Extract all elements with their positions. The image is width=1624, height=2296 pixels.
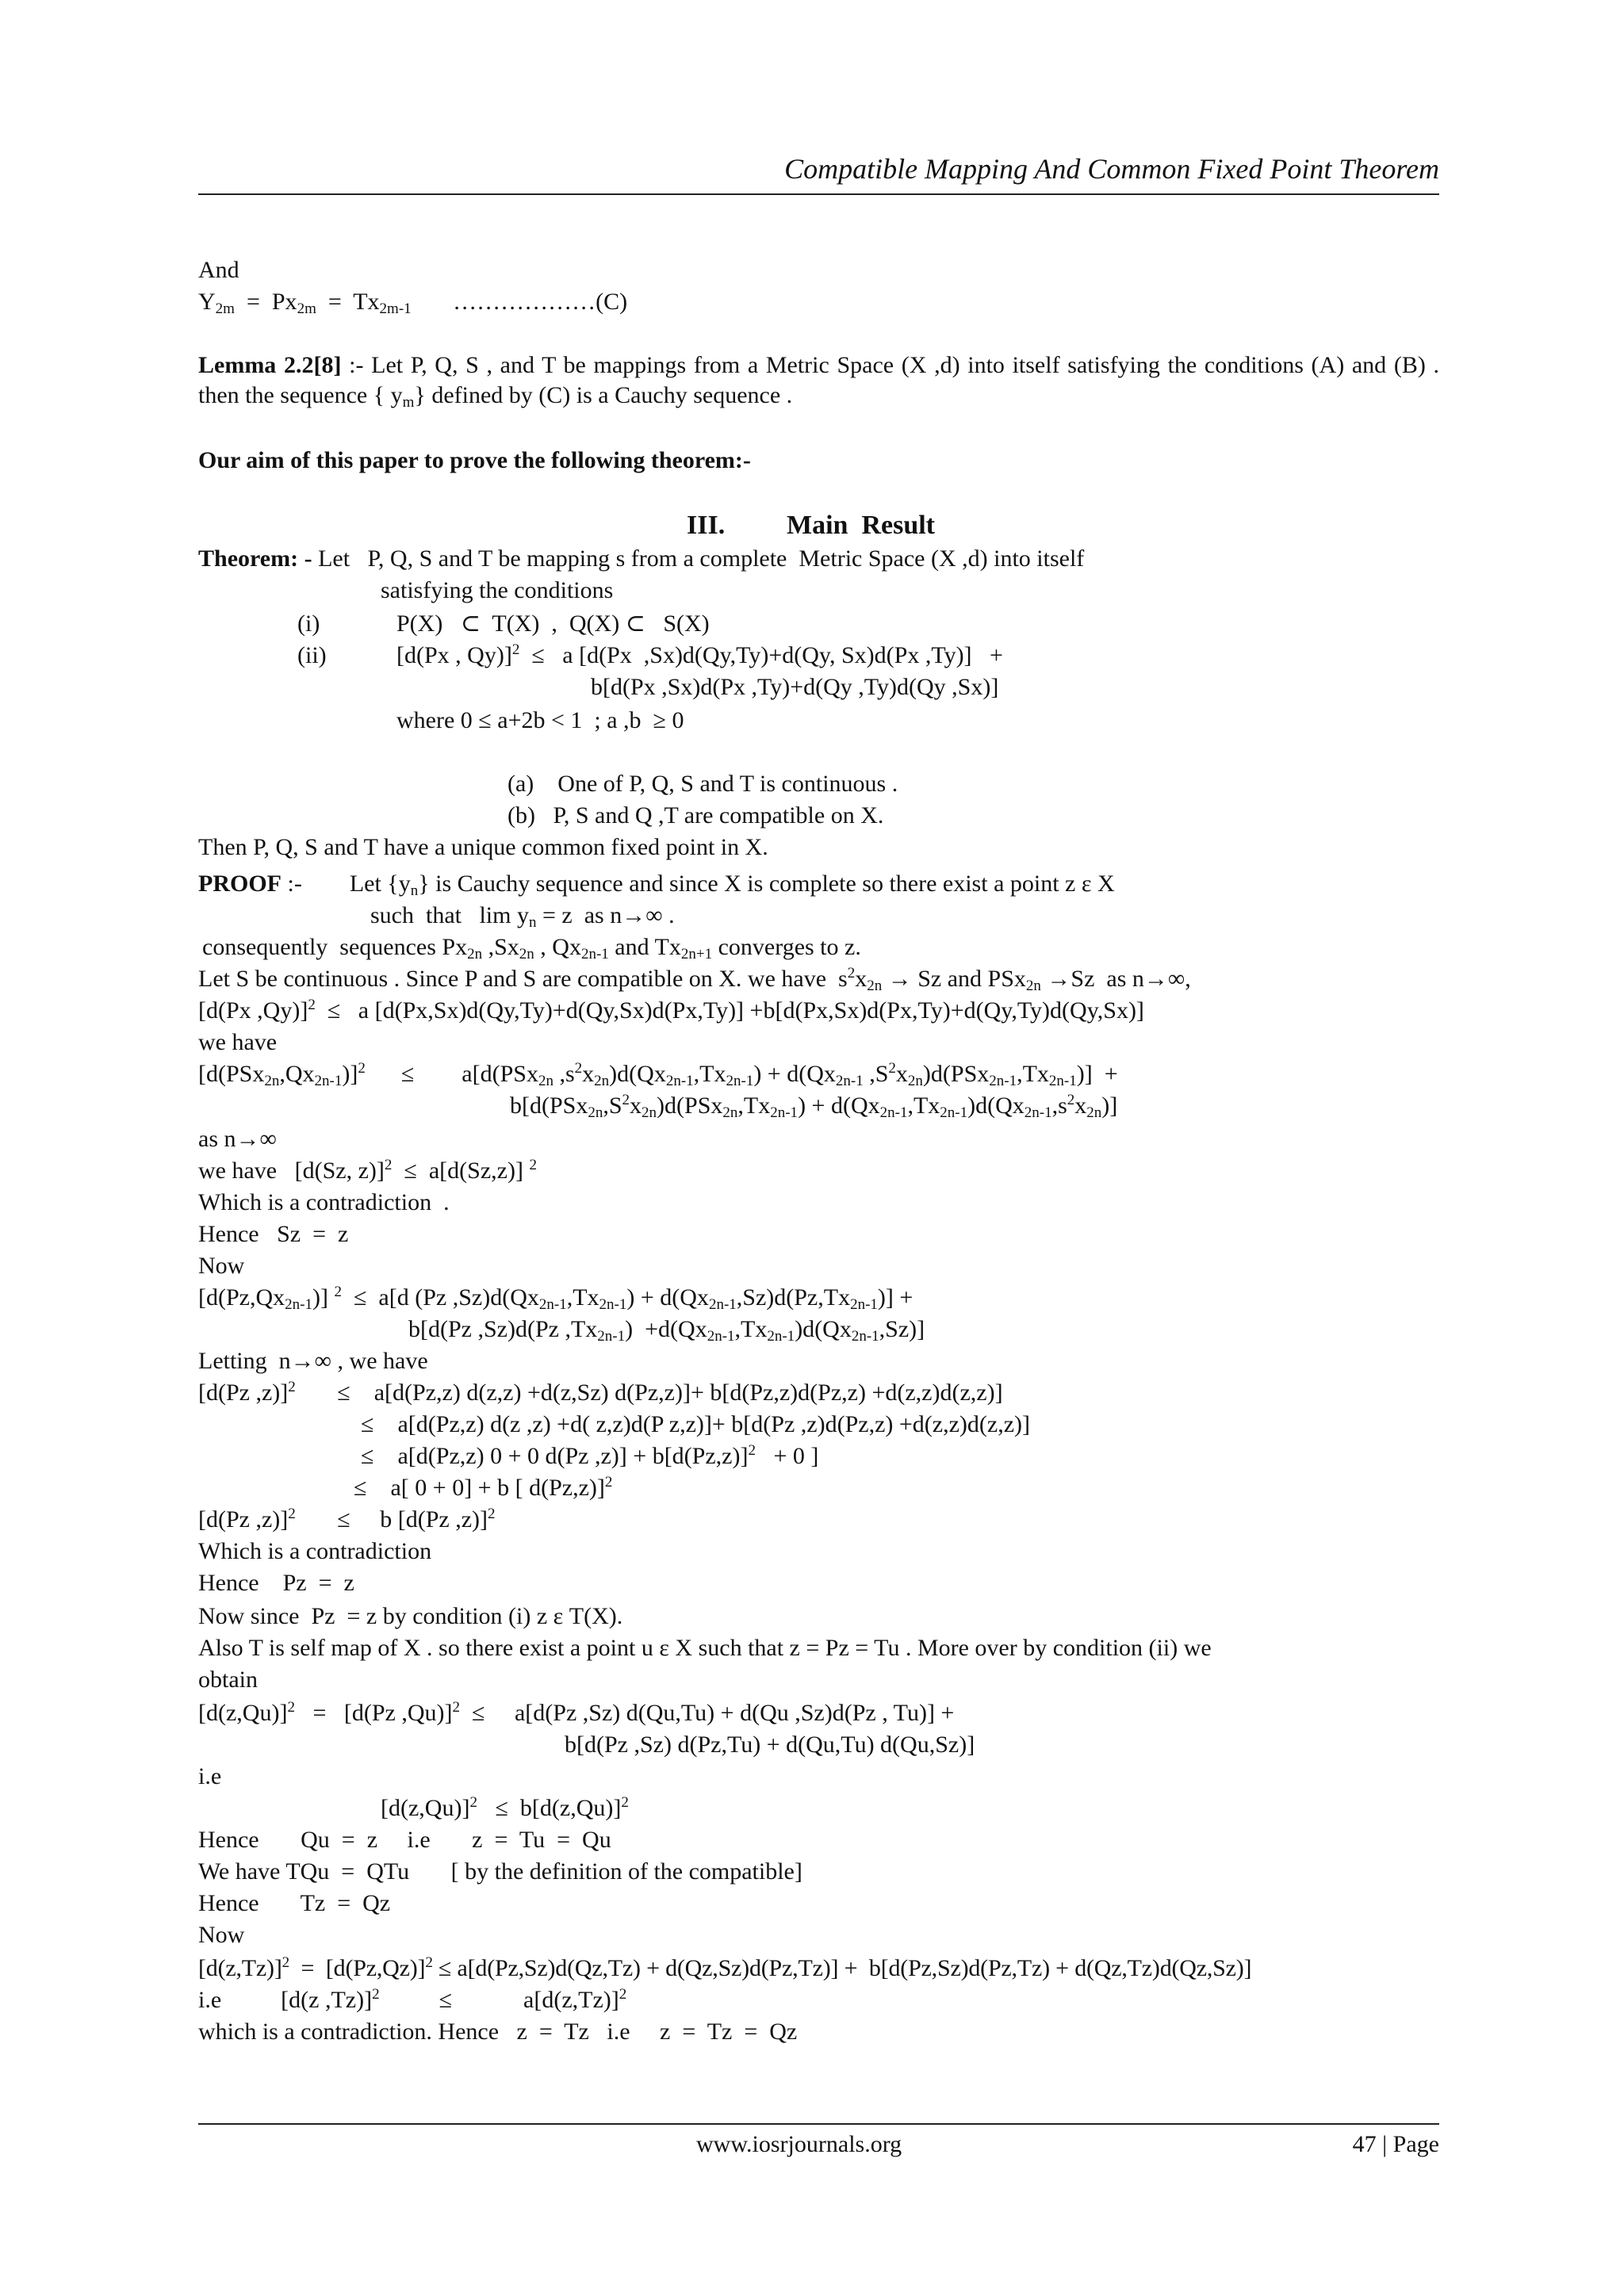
where-constraint: where 0 ≤ a+2b < 1 ; a ,b ≥ 0: [396, 707, 684, 733]
proof-ineq-2b: b[d(Pz ,Sz)d(Pz $,Tx_{2n-1}) +d(Qx_{2n-1},Tx_{2n-1})d(Qx_{2n-1},Sz)$]: [408, 1316, 925, 1345]
proof-label: PROOF: [198, 871, 282, 897]
proof-ineq-3a: [d(Pz ,z)]$^2$ ≤ a[d(Pz,z) d(z,z) +d(z,Sz) d(Pz,z)]+ b[d(Pz,z)d(Pz,z) +d(z,z)d(z,z)]: [198, 1379, 1003, 1406]
hence-sz: Hence Sz = z: [198, 1221, 349, 1247]
proof-line-4: Let S be continuous . Since P and S are compatible on X. we have $s^2x_{2n} \to Sz$ and PSx$_{2n}$ →Sz as n→∞,: [198, 965, 1191, 994]
proof-line-1: PROOF :- Let $\{y_n\}$ is Cauchy sequence and since X is complete so there exist a point z ε X: [198, 871, 1115, 899]
proof-ineq-3d: ≤ a[ 0 + 0] + b [ d(Pz,z)]$^2$: [354, 1474, 613, 1501]
proof-ineq-3e: [d(Pz ,z)]$^2$ ≤ b [d(Pz ,z)]$^2$: [198, 1506, 496, 1533]
hence-pz: Hence Pz = z: [198, 1570, 354, 1596]
now-1: Now: [198, 1253, 245, 1279]
lemma-label: Lemma 2.2[8]: [198, 352, 342, 378]
such-that-tail: = z as n→∞ .: [536, 902, 675, 928]
condition-ii-cont: b[d(Px ,Sx)d(Px ,Ty)+d(Qy ,Ty)d(Qy ,Sx)]: [591, 674, 999, 700]
footer-page-number: 47 | Page: [1352, 2131, 1439, 2157]
we-have-tqu: We have TQu = QTu [ by the definition of the compatible]: [198, 1858, 802, 1885]
equation-c: $Y_{2m} = Px_{2m} = Tx_{2m-1}$ ………………(C): [198, 289, 628, 317]
and-text: And: [198, 257, 239, 283]
ie-1: i.e: [198, 1763, 222, 1789]
proof-ineq-5a: $[d(z,Tz)]^2 = [d(Pz,Qz)]^2 \le a[d(Pz,Sz)d(Qz,Tz) + d(Qz,Sz)d(Pz,Tz)] + b[d(Pz,Sz)d(Pz,Tz) + d(Qz,Tz)d(Qz,Sz)]$: [198, 1954, 1252, 1981]
proof-line-5: [d(Px ,Qy)]$^2$ ≤ a [d(Px,Sx)d(Qy,Ty)+d(Qy,Sx)d(Px,Ty)] +b[d(Px,Sx)d(Px,Ty)+d(Qy,Ty)d(Qy,Sx)]: [198, 997, 1144, 1024]
proof-ineq-3c: ≤ a[d(Pz,z) 0 + 0 d(Pz $,z)] + b[d(Pz,z)]^2 + 0$ ]: [361, 1442, 819, 1469]
lemma-paragraph: Lemma 2.2[8] :- Let P, Q, S , and T be mappings from a Metric Space (X ,d) into itself satisfying the conditions (A) and (B) . then the sequence { $y_m$} defined by (C) is a Cauchy sequence .: [198, 352, 1440, 411]
condition-i-label: (i): [297, 610, 320, 637]
also-paragraph: Also T is self map of X . so there exist a point u ε X such that z = Pz = Tu . More over by condition (ii) we: [198, 1635, 1212, 1661]
lemma-body: :- Let P, Q, S , and T be mappings from a Metric Space (X ,d) into itself satisfying the conditions (A) and (B) . then the sequence { y: [198, 352, 1440, 408]
proof-such-that: such that $\lim y_n = z$ as n→∞ .: [370, 902, 675, 931]
letting-n: Letting n→∞ , we have: [198, 1348, 428, 1374]
contradiction-2: Which is a contradiction: [198, 1538, 432, 1564]
condition-a: (a) One of P, Q, S and T is continuous .: [508, 771, 898, 797]
hence-qu: Hence Qu = z i.e z = Tu = Qu: [198, 1827, 611, 1853]
such-that-text: such that lim y: [370, 902, 529, 928]
theorem-label: Theorem: -: [198, 545, 319, 572]
condition-i: P(X) ⊂ T(X) , Q(X) ⊂ S(X): [396, 610, 710, 637]
header-rule: [198, 193, 1439, 195]
we-have-1: we have: [198, 1029, 278, 1055]
proof-ineq-4b: b[d(Pz ,Sz) d(Pz,Tu) + d(Qu,Tu) d(Qu,Sz)]: [565, 1732, 975, 1758]
section-title: Main Result: [787, 511, 935, 540]
proof-line-3: consequently sequences $Px_{2n}$ $,Sx_{2n}$ , $Qx_{2n-1}$ and $Tx_{2n+1}$ converges to z.: [202, 934, 861, 962]
satisfying-text: satisfying the conditions: [381, 577, 614, 603]
condition-ii: [d(Px , Qy)]$^2$ ≤ a [d(Px ,Sx)d(Qy,Ty)+d(Qy, Sx)d(Px ,Ty)] +: [396, 641, 1003, 668]
proof-ineq-1a: $[d(PSx_{2n},Qx_{2n-1})]^2$ ≤ a[d(PSx$_{2n}$ $,s^2x_{2n})d(Qx_{2n-1},Tx_{2n-1}) + d(Qx_{2n-1}$ $,S^2x_{2n})d(PSx_{2n-1},Tx_{2n-1})$] +: [198, 1060, 1118, 1089]
lemma-tail: } defined by (C) is a Cauchy sequence .: [414, 382, 793, 408]
section-number: III.: [687, 511, 726, 540]
theorem-statement: [198, 544, 1084, 574]
proof-ineq-5b: i.e [d(z ,Tz)]$^2$ ≤ $a[d(z,Tz)]^2$: [198, 1986, 627, 2013]
obtain: obtain: [198, 1667, 258, 1693]
theorem-conclusion: Then P, Q, S and T have a unique common fixed point in X.: [198, 834, 768, 860]
proof-ineq-1b: $b[d(PSx_{2n},S^2x_{2n})d(PSx_{2n},Tx_{2n-1}) + d(Qx_{2n-1},Tx_{2n-1})d(Qx_{2n-1},s^2x_{2n})]$: [510, 1092, 1118, 1121]
aim-statement: Our aim of this paper to prove the following theorem:-: [198, 447, 751, 473]
final-statement: which is a contradiction. Hence z = Tz i.e z = Tz = Qz: [198, 2019, 798, 2045]
proof-ineq-4c: $[d(z,Qu)]^2 \le b[d(z,Qu)]^2$: [381, 1794, 629, 1821]
now-2: Now: [198, 1922, 245, 1948]
proof-sep: :-: [282, 871, 302, 897]
condition-b: (b) P, S and Q ,T are compatible on X.: [508, 802, 884, 828]
proof-sz-ineq: we have [d(Sz, z)]$^2$ ≤ a[d(Sz,z)] $^2$: [198, 1157, 537, 1184]
proof-ineq-3b: ≤ a[d(Pz,z) d(z ,z) +d( z,z)d(P z,z)]+ b[d(Pz ,z)d(Pz,z) +d(z,z)d(z,z)]: [361, 1411, 1031, 1437]
proof-ineq-4a: $[d(z,Qu)]^2 = [d(Pz$ ,Qu)]$^2$ ≤ a[d(Pz ,Sz) d(Qu,Tu) + d(Qu ,Sz)d(Pz , Tu)] +: [198, 1699, 955, 1726]
theorem-body: Let P, Q, S and T be mapping s from a complete Metric Space (X ,d) into itself: [318, 545, 1085, 572]
contradiction-1: Which is a contradiction .: [198, 1189, 450, 1215]
now-since: Now since Pz = z by condition (i) z ε T(X).: [198, 1603, 623, 1629]
footer-rule: [198, 2123, 1439, 2125]
running-header: Compatible Mapping And Common Fixed Point Theorem: [784, 153, 1439, 185]
condition-ii-label: (ii): [297, 642, 327, 668]
proof-ineq-2a: $[d(Pz,Qx_{2n-1})] ^2 \le a[d$ (Pz $,Sz)d(Qx_{2n-1},Tx_{2n-1}) + d(Qx_{2n-1},Sz)d(Pz,Tx_{2n-1})$] +: [198, 1284, 914, 1313]
hence-tz: Hence Tz = Qz: [198, 1890, 391, 1916]
as-n-infinity: as n→∞: [198, 1126, 277, 1152]
footer-url: www.iosrjournals.org: [696, 2131, 902, 2157]
